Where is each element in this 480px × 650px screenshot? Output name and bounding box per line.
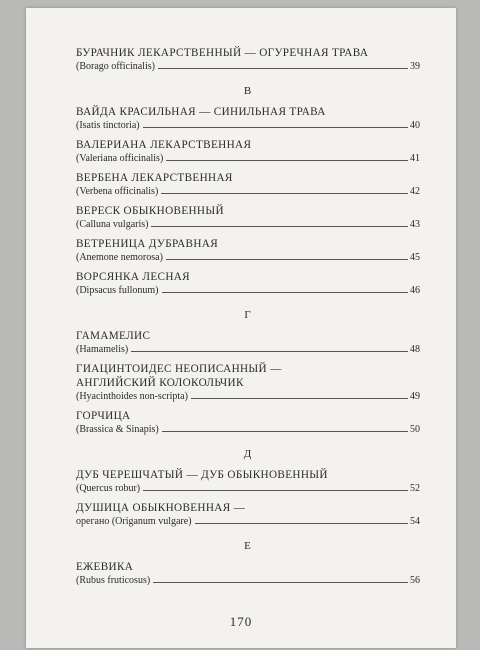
entry-line [76,152,420,165]
entry-line [76,119,420,132]
section-letter: Д [243,448,253,460]
entry-page-number: 48 [410,344,420,355]
latin-name: (Rubus fruticosus) [76,575,151,586]
page-number: 170 [229,614,253,629]
entry-title: ГАМАМЕЛИС [76,330,151,342]
latin-name: (Dipsacus fullonum) [76,285,159,296]
entry-line [76,284,420,297]
entry-page-number: 52 [410,483,420,494]
entry-title: ДУБ ЧЕРЕШЧАТЫЙ — ДУБ ОБЫКНОВЕННЫЙ [76,469,328,481]
book-page [26,8,456,648]
dot-leader [131,351,408,352]
entry-line [76,185,420,198]
dot-leader [162,292,409,293]
dot-leader [143,490,408,491]
toc-entry [76,237,420,264]
section-letter: В [243,85,253,97]
entry-page-number: 39 [410,61,420,72]
toc-entry [76,46,420,73]
toc-entry [76,204,420,231]
entry-title: ДУШИЦА ОБЫКНОВЕННАЯ — [76,502,246,514]
entry-title: ВЕТРЕНИЦА ДУБРАВНАЯ [76,238,219,250]
toc-entry [76,468,420,495]
entry-page-number: 50 [410,424,420,435]
latin-name: (Valeriana officinalis) [76,153,164,164]
latin-name: (Quercus robur) [76,483,141,494]
toc-entry [76,329,420,356]
entry-page-number: 42 [410,186,420,197]
latin-name: (Hamamelis) [76,344,129,355]
entry-title: ВОРСЯНКА ЛЕСНАЯ [76,271,190,283]
dot-leader [158,68,408,69]
entry-line [76,574,420,587]
entry-page-number: 40 [410,120,420,131]
entry-line [76,515,420,528]
latin-name: (Verbena officinalis) [76,186,159,197]
toc-entry [76,560,420,587]
entry-title: БУРАЧНИК ЛЕКАРСТВЕННЫЙ — ОГУРЕЧНАЯ ТРАВА [76,47,369,59]
section-letter: Е [244,540,252,552]
entry-page-number: 54 [410,516,420,527]
dot-leader [166,259,408,260]
dot-leader [153,582,408,583]
entry-title: ВАЛЕРИАНА ЛЕКАРСТВЕННАЯ [76,139,252,151]
toc-entry [76,362,420,403]
toc-entry [76,409,420,436]
entry-page-number: 56 [410,575,420,586]
entry-line [76,482,420,495]
dot-leader [162,431,408,432]
latin-name: орегано (Origanum vulgare) [76,516,192,527]
entry-title: ВАЙДА КРАСИЛЬНАЯ — СИНИЛЬНАЯ ТРАВА [76,106,326,118]
entry-page-number: 49 [410,391,420,402]
latin-name: (Isatis tinctoria) [76,120,140,131]
dot-leader [143,127,408,128]
dot-leader [191,398,408,399]
entry-line [76,423,420,436]
entry-page-number: 46 [410,285,420,296]
dot-leader [161,193,408,194]
latin-name: (Hyacinthoides non-scripta) [76,391,188,402]
latin-name: (Anemone nemorosa) [76,252,163,263]
toc-entry [76,171,420,198]
entry-line [76,343,420,356]
dot-leader [166,160,408,161]
toc-entry [76,105,420,132]
table-of-contents [76,46,420,593]
latin-name: (Brassica & Sinapis) [76,424,159,435]
entry-title: ГИАЦИНТОИДЕС НЕОПИСАННЫЙ — [76,363,282,375]
entry-page-number: 43 [410,219,420,230]
latin-name: (Borago officinalis) [76,61,155,72]
latin-name: (Calluna vulgaris) [76,219,149,230]
entry-title: АНГЛИЙСКИЙ КОЛОКОЛЬЧИК [76,377,244,389]
toc-entry [76,138,420,165]
dot-leader [195,523,408,524]
entry-line [76,251,420,264]
entry-line [76,390,420,403]
entry-line [76,60,420,73]
section-letter: Г [244,309,252,321]
toc-entry [76,270,420,297]
entry-title: ЕЖЕВИКА [76,561,134,573]
entry-page-number: 45 [410,252,420,263]
entry-title: ГОРЧИЦА [76,410,131,422]
entry-line [76,218,420,231]
entry-page-number: 41 [410,153,420,164]
toc-entry [76,501,420,528]
entry-title: ВЕРБЕНА ЛЕКАРСТВЕННАЯ [76,172,233,184]
dot-leader [151,226,408,227]
entry-title: ВЕРЕСК ОБЫКНОВЕННЫЙ [76,205,224,217]
